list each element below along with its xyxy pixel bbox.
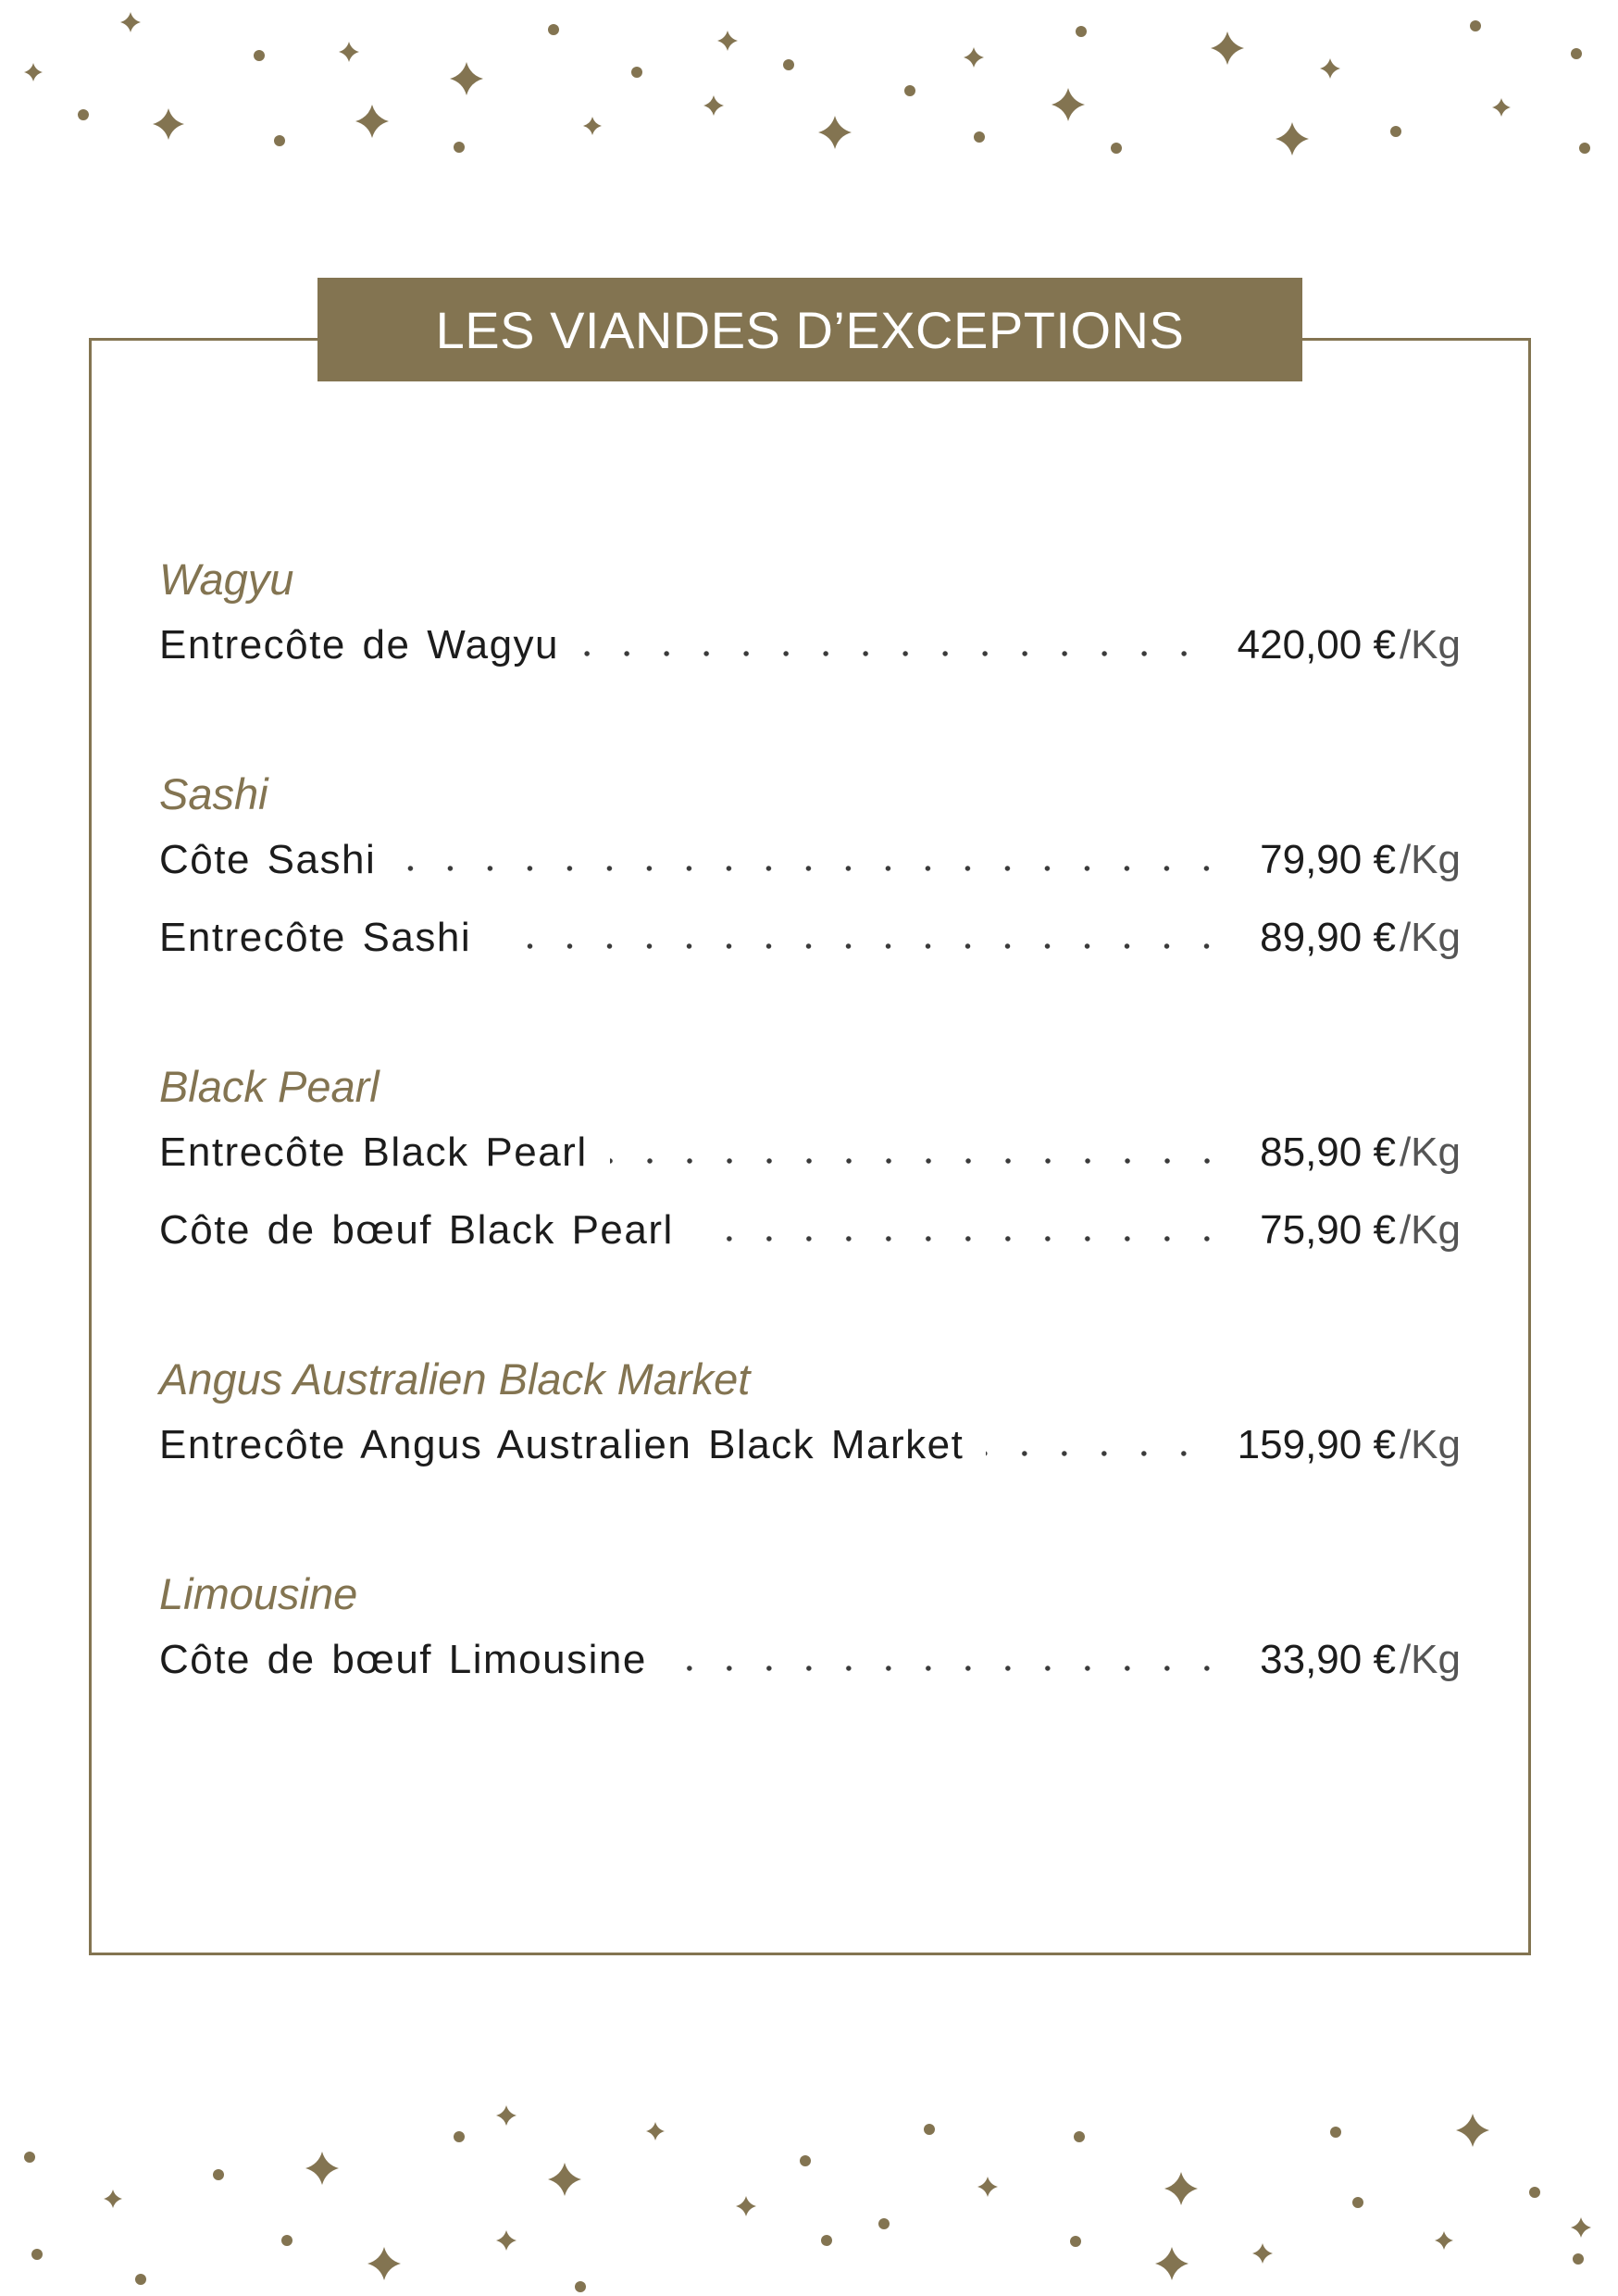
item-price: 85,90 €	[1260, 1129, 1396, 1175]
star-sparkle-icon	[1456, 2114, 1489, 2147]
star-sparkle-icon	[24, 63, 43, 81]
dot-icon	[1579, 143, 1590, 154]
dot-icon	[924, 2124, 935, 2135]
star-sparkle-icon	[367, 2247, 401, 2280]
dot-icon	[1070, 2236, 1081, 2247]
dot-icon	[1352, 2197, 1363, 2208]
dot-icon	[254, 50, 265, 61]
menu-item	[159, 837, 1461, 915]
star-sparkle-icon	[703, 95, 724, 116]
dot-icon	[31, 2249, 43, 2260]
section-title: Sashi	[159, 769, 268, 818]
dot-leader	[398, 864, 1226, 873]
item-price-group	[1260, 1637, 1461, 1683]
dot-icon	[1390, 126, 1401, 137]
dot-icon	[800, 2155, 811, 2166]
dot-icon	[631, 67, 642, 78]
star-sparkle-icon	[1164, 2172, 1198, 2205]
price-unit: /Kg	[1399, 1207, 1461, 1253]
star-sparkle-icon	[355, 105, 389, 138]
dot-icon	[24, 2152, 35, 2163]
item-name: Côte de bœuf Black Pearl	[159, 1207, 674, 1253]
item-price-group	[1238, 1422, 1461, 1468]
menu-section	[159, 1346, 1461, 1500]
item-name: Entrecôte Black Pearl	[159, 1129, 588, 1175]
dot-icon	[274, 135, 285, 146]
dot-icon	[548, 24, 559, 35]
item-name: Entrecôte Sashi	[159, 915, 472, 960]
star-sparkle-icon	[104, 2190, 122, 2208]
star-sparkle-icon	[646, 2122, 665, 2140]
dot-icon	[454, 142, 465, 153]
star-sparkle-icon	[1155, 2247, 1189, 2280]
star-sparkle-icon	[496, 2230, 517, 2251]
star-sparkle-icon	[964, 47, 984, 68]
dot-icon	[1573, 2253, 1584, 2265]
dot-icon	[575, 2281, 586, 2292]
star-sparkle-icon	[977, 2177, 998, 2197]
star-sparkle-icon	[1435, 2231, 1453, 2250]
dot-leader	[581, 649, 1204, 658]
star-sparkle-icon	[1211, 31, 1244, 65]
dot-icon	[1074, 2131, 1085, 2142]
price-unit: /Kg	[1399, 622, 1461, 668]
section-title: Angus Australien Black Market	[159, 1354, 751, 1404]
item-price: 33,90 €	[1260, 1637, 1396, 1682]
star-sparkle-icon	[120, 12, 141, 32]
price-unit: /Kg	[1399, 1637, 1461, 1682]
item-price: 79,90 €	[1260, 837, 1396, 882]
menu-section	[159, 546, 1461, 700]
price-unit: /Kg	[1399, 1129, 1461, 1175]
menu-item	[159, 1422, 1461, 1500]
star-sparkle-icon	[339, 42, 359, 62]
star-sparkle-icon	[450, 62, 483, 95]
page-title: LES VIANDES D’EXCEPTIONS	[317, 278, 1302, 381]
item-name: Côte de bœuf Limousine	[159, 1637, 647, 1682]
dot-icon	[454, 2131, 465, 2142]
dot-icon	[281, 2235, 292, 2246]
dot-icon	[1111, 143, 1122, 154]
menu-section	[159, 1054, 1461, 1285]
price-unit: /Kg	[1399, 1422, 1461, 1467]
dot-leader	[986, 1449, 1203, 1458]
dot-icon	[821, 2235, 832, 2246]
menu-list	[159, 546, 1461, 1776]
dot-icon	[1571, 48, 1582, 59]
dot-leader	[493, 942, 1226, 951]
dot-icon	[904, 85, 915, 96]
item-name: Côte Sashi	[159, 837, 377, 882]
item-price-group	[1260, 837, 1461, 883]
item-name: Entrecôte de Wagyu	[159, 622, 560, 668]
item-price-group	[1238, 622, 1461, 668]
menu-section	[159, 761, 1461, 992]
dot-leader	[669, 1664, 1226, 1673]
dot-icon	[135, 2274, 146, 2285]
item-name: Entrecôte Angus Australien Black Market	[159, 1422, 965, 1467]
star-sparkle-icon	[1492, 98, 1511, 117]
dot-icon	[1076, 26, 1087, 37]
item-price: 89,90 €	[1260, 915, 1396, 960]
star-sparkle-icon	[736, 2196, 756, 2216]
dot-icon	[974, 131, 985, 143]
price-unit: /Kg	[1399, 837, 1461, 882]
dot-icon	[783, 59, 794, 70]
dot-icon	[878, 2218, 890, 2229]
section-title: Wagyu	[159, 555, 294, 604]
dot-icon	[1330, 2127, 1341, 2138]
item-price-group	[1260, 1207, 1461, 1254]
star-sparkle-icon	[1252, 2243, 1273, 2264]
menu-item	[159, 622, 1461, 700]
item-price: 420,00 €	[1237, 622, 1396, 668]
star-sparkle-icon	[1320, 58, 1340, 79]
menu-section	[159, 1561, 1461, 1715]
menu-item	[159, 1129, 1461, 1207]
star-sparkle-icon	[1052, 88, 1085, 121]
star-sparkle-icon	[496, 2105, 517, 2126]
star-sparkle-icon	[153, 108, 184, 140]
dot-icon	[1470, 20, 1481, 31]
menu-item	[159, 1637, 1461, 1715]
menu-item	[159, 1207, 1461, 1285]
menu-item	[159, 915, 1461, 992]
dot-leader	[696, 1234, 1226, 1243]
star-sparkle-icon	[818, 116, 852, 149]
item-price-group	[1260, 915, 1461, 961]
star-sparkle-icon	[717, 31, 738, 51]
star-sparkle-icon	[1571, 2217, 1591, 2238]
dot-icon	[78, 109, 89, 120]
item-price: 75,90 €	[1260, 1207, 1396, 1253]
item-price: 159,90 €	[1237, 1422, 1396, 1467]
star-sparkle-icon	[305, 2152, 339, 2185]
price-unit: /Kg	[1399, 915, 1461, 960]
section-title: Black Pearl	[159, 1062, 380, 1111]
dot-icon	[213, 2169, 224, 2180]
star-sparkle-icon	[1276, 122, 1309, 156]
dot-icon	[1529, 2187, 1540, 2198]
star-sparkle-icon	[583, 117, 602, 135]
section-title: Limousine	[159, 1569, 358, 1618]
star-sparkle-icon	[548, 2163, 581, 2196]
dot-leader	[610, 1156, 1227, 1166]
item-price-group	[1260, 1129, 1461, 1176]
